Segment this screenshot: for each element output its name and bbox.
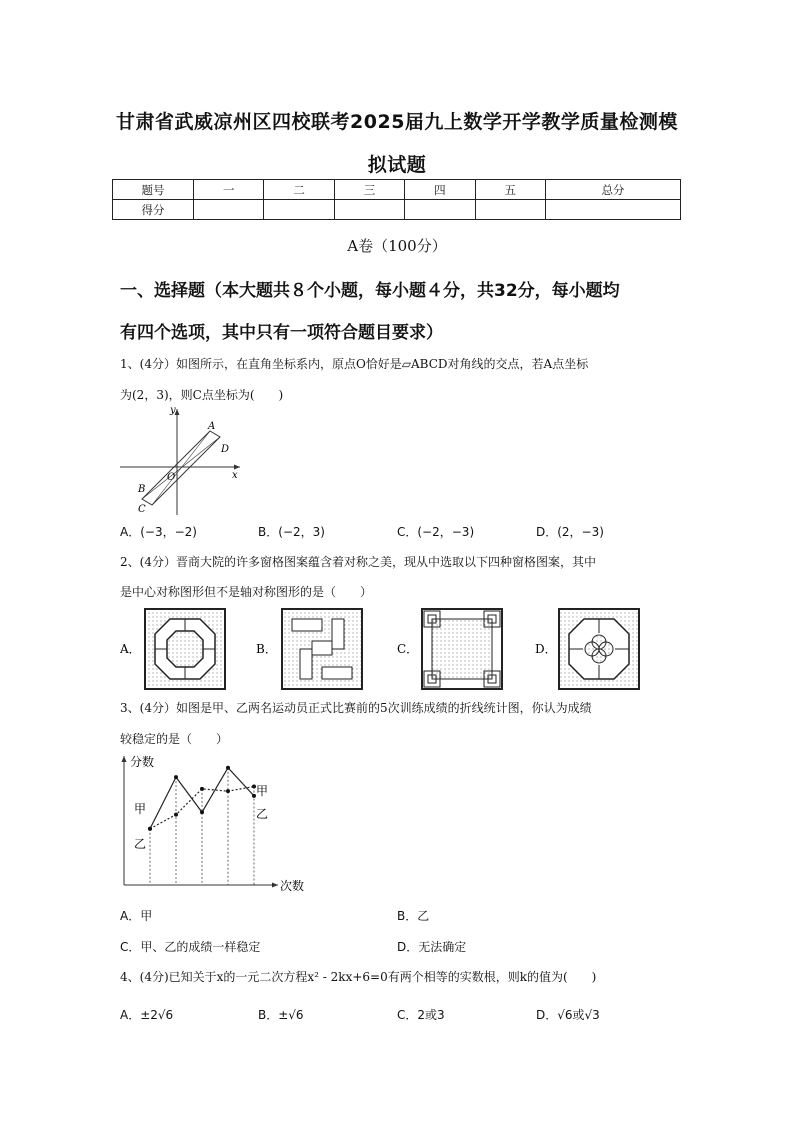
score-cell-2: 二 [264,180,334,200]
chart-label-yi-left: 乙 [134,837,147,851]
q1-option-d[interactable]: D．(2，−3) [536,525,604,539]
score-cell-1: 一 [194,180,264,200]
q2-window-patterns [0,600,794,700]
q3-option-b[interactable]: B．乙 [397,909,430,923]
chart-label-yi-right: 乙 [256,807,269,821]
score-table-header-row [113,180,681,200]
pattern-c [422,609,502,689]
score-cell-4: 四 [405,180,475,200]
q1-fig-label-d: D [221,444,230,455]
q1-option-b[interactable]: B．(−2，3) [258,525,325,539]
score-cell-total: 总分 [545,180,680,200]
q1-fig-label-x: x [232,470,238,481]
q1-fig-label-c: C [138,504,146,515]
part1-heading-line-1: 一、选择题（本大题共８个小题，每小题４分，共32分，每小题均 [120,281,620,301]
score-table-score-row [113,200,681,220]
section-a-heading: A卷（100分） [347,237,447,255]
score-input-1[interactable] [194,200,264,220]
point-series-1-2 [174,775,178,779]
q4-option-c[interactable]: C．2或3 [397,1008,445,1022]
score-input-2[interactable] [264,200,334,220]
point-series-1-4 [226,766,230,770]
q4-stem: 4、(4分)已知关于x的一元二次方程x² - 2kx+6=0有两个相等的实数根，则k的值为( ) [120,970,597,984]
q2-option-c-label[interactable]: C． [397,642,419,656]
point-series-2-4 [226,789,230,793]
q1-fig-label-o: O [167,472,176,483]
pattern-b [282,609,362,689]
q1-option-c[interactable]: C．(−2，−3) [397,525,475,539]
q4-option-b[interactable]: B．±√6 [258,1008,304,1022]
score-input-5[interactable] [475,200,545,220]
q2-option-d-label[interactable]: D． [535,642,557,656]
q2-stem-line-2: 是中心对称图形但不是轴对称图形的是（ ） [120,585,373,599]
q3-stem-line-2: 较稳定的是（ ） [120,732,229,746]
score-table [112,179,681,220]
q3-stem-line-1: 3、(4分）如图是甲、乙两名运动员正式比赛前的5次训练成绩的折线统计图，你认为成绩 [120,701,592,715]
part1-heading-line-2: 有四个选项，其中只有一项符合题目要求） [120,323,443,343]
chart-label-jia-right: 甲 [256,784,269,798]
title-line-2: 拟试题 [367,154,427,176]
score-input-total[interactable] [545,200,680,220]
chart-drop-lines [150,768,254,885]
q4-option-a[interactable]: A．±2√6 [120,1008,174,1022]
chart-y-label: 分数 [130,755,155,769]
chart-label-jia-left: 甲 [134,802,147,816]
q1-fig-label-b: B [138,484,146,495]
q1-stem-line-2: 为(2，3)，则C点坐标为( ) [120,388,284,402]
q3-option-d[interactable]: D．无法确定 [397,940,467,954]
chart-x-label: 次数 [280,879,305,893]
score-input-4[interactable] [405,200,475,220]
score-cell-label: 题号 [113,180,194,200]
pattern-a [145,609,225,689]
point-series-2-1 [148,827,152,831]
point-series-2-3 [200,787,204,791]
q1-stem-line-1: 1、(4分）如图所示，在直角坐标系内，原点O恰好是▱ABCD对角线的交点，若A点坐标 [120,357,589,371]
score-cell-5: 五 [475,180,545,200]
q2-option-a-label[interactable]: A． [120,642,141,656]
point-series-1-3 [200,810,204,814]
title-line-1: 甘肃省武威凉州区四校联考2025届九上数学开学教学质量检测模 [116,111,678,133]
point-series-2-5 [252,784,256,788]
score-row-label: 得分 [113,200,194,220]
score-cell-3: 三 [334,180,404,200]
score-input-3[interactable] [334,200,404,220]
q3-option-a[interactable]: A．甲 [120,909,153,923]
q1-parallelogram-figure [118,405,248,517]
point-series-2-2 [174,813,178,817]
q3-line-chart [116,750,316,898]
q1-fig-label-y: y [170,405,176,416]
q3-option-c[interactable]: C．甲、乙的成绩一样稳定 [120,940,261,954]
q2-stem-line-1: 2、(4分）晋商大院的许多窗格图案蕴含着对称之美，现从中选取以下四种窗格图案，其中 [120,555,596,569]
pattern-d [559,609,639,689]
q2-option-b-label[interactable]: B． [256,642,277,656]
point-series-1-5 [252,794,256,798]
q1-fig-label-a: A [208,421,216,432]
q4-option-d[interactable]: D．√6或√3 [536,1008,600,1022]
q1-option-a[interactable]: A．(−3，−2) [120,525,197,539]
